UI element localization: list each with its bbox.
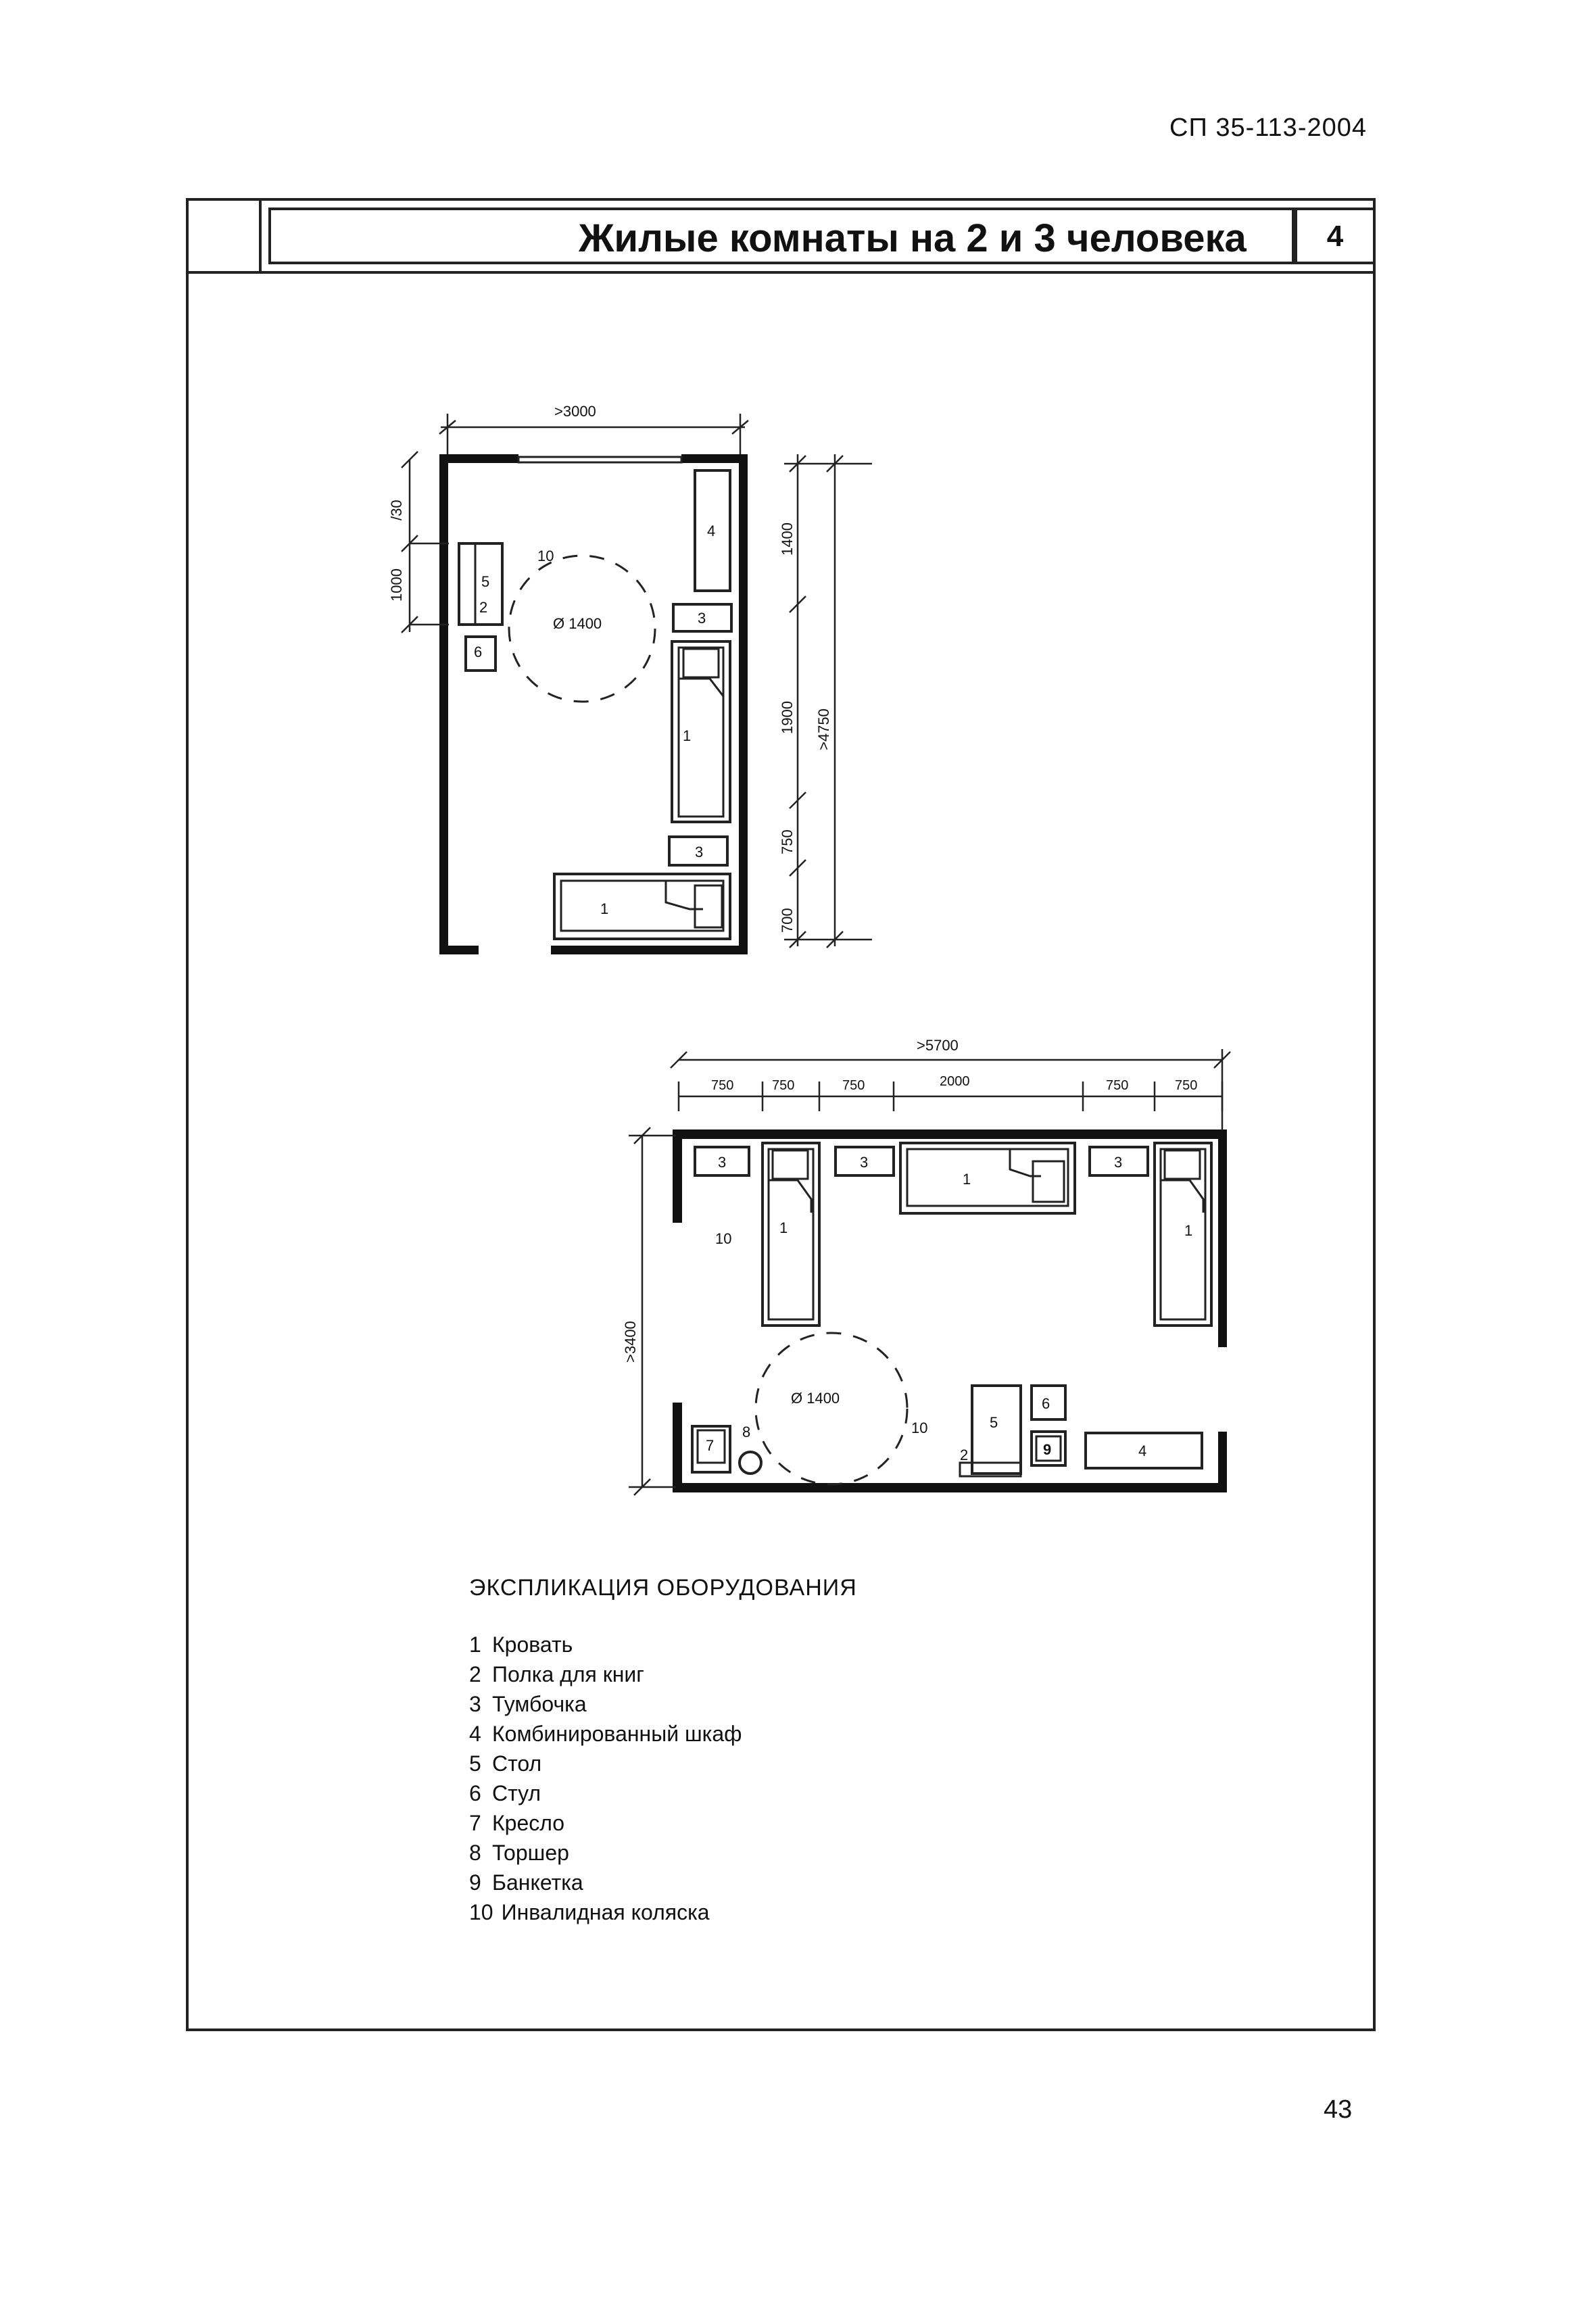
dimension-label: 750 <box>772 1078 795 1093</box>
bed-blanket-fold <box>1010 1149 1041 1176</box>
dimension-label: >5700 <box>917 1037 959 1054</box>
wheelchair-label: 10 <box>911 1419 928 1436</box>
bed <box>672 641 730 822</box>
dimension-label: 750 <box>1175 1078 1198 1093</box>
legend-item-number: 3 <box>469 1692 481 1716</box>
legend-item <box>469 1749 857 1778</box>
legend-item <box>469 1838 857 1868</box>
chair-label: 6 <box>1042 1395 1050 1412</box>
legend-item-label: Кровать <box>492 1632 573 1657</box>
bed-blanket-fold <box>769 1180 811 1213</box>
bed-label: 1 <box>779 1219 788 1236</box>
armchair-label: 7 <box>706 1437 715 1454</box>
circle-diameter-label: Ø 1400 <box>553 615 602 632</box>
legend-item-number: 6 <box>469 1781 481 1805</box>
legend-item-label: Кресло <box>492 1811 565 1835</box>
bed-blanket-fold <box>679 679 723 710</box>
dimension-label: /30 <box>388 500 405 520</box>
bed-mattress <box>1161 1149 1205 1319</box>
wall-segment <box>439 946 479 954</box>
legend-item-label: Банкетка <box>492 1870 583 1895</box>
nightstand-label: 3 <box>698 610 706 627</box>
circle-diameter-label: Ø 1400 <box>791 1390 840 1407</box>
legend-item-label: Стул <box>492 1781 541 1805</box>
legend-item <box>469 1808 857 1838</box>
chair-label: 6 <box>474 643 483 660</box>
wall-segment <box>673 1129 682 1223</box>
legend-item-label: Тумбочка <box>492 1692 587 1716</box>
dimension-label: >3400 <box>622 1321 639 1363</box>
bed-label: 1 <box>683 727 692 744</box>
wall-segment <box>439 454 518 463</box>
legend-item <box>469 1868 857 1897</box>
page-title: Жилые комнаты на 2 и 3 человека <box>579 216 1247 260</box>
legend-item-label: Полка для книг <box>492 1662 644 1686</box>
legend-item <box>469 1778 857 1808</box>
dimension-label: >4750 <box>815 708 832 750</box>
legend-item <box>469 1719 857 1749</box>
bed-pillow <box>773 1150 808 1179</box>
dimension-label: >3000 <box>554 403 596 420</box>
bed-label: 1 <box>963 1171 971 1188</box>
dimension-label: 750 <box>1106 1078 1129 1093</box>
floor-lamp <box>740 1452 761 1474</box>
dimension-label: 750 <box>711 1078 734 1093</box>
bed-mattress <box>769 1149 813 1319</box>
page-number: 43 <box>1324 2095 1353 2124</box>
window <box>518 457 681 462</box>
nightstand-label: 3 <box>1114 1154 1123 1171</box>
wheelchair-label: 10 <box>715 1230 732 1247</box>
legend-title: ЭКСПЛИКАЦИЯ ОБОРУДОВАНИЯ <box>469 1575 857 1601</box>
dimension-label: 750 <box>842 1078 865 1093</box>
desk-label: 5 <box>481 573 490 590</box>
wardrobe-label: 4 <box>1138 1442 1147 1459</box>
bench-label: 9 <box>1043 1441 1052 1458</box>
bed-label: 1 <box>600 900 609 917</box>
legend-item-number: 1 <box>469 1632 481 1657</box>
wall-segment <box>739 454 748 954</box>
legend-item <box>469 1659 857 1689</box>
legend-item-number: 2 <box>469 1662 481 1686</box>
wall-segment <box>439 454 448 954</box>
bed-pillow <box>1165 1150 1200 1179</box>
wall-segment <box>551 946 748 954</box>
legend-item-number: 7 <box>469 1811 481 1835</box>
legend-item-number: 4 <box>469 1722 481 1746</box>
desk-label: 5 <box>990 1414 998 1431</box>
legend-item <box>469 1689 857 1719</box>
dimension-label: 750 <box>779 829 796 854</box>
legend-item-number: 9 <box>469 1870 481 1895</box>
bed-label: 1 <box>1184 1222 1193 1239</box>
document-code: СП 35-113-2004 <box>1169 114 1368 142</box>
wheelchair-label: 10 <box>537 548 554 564</box>
wall-segment <box>1218 1432 1227 1492</box>
wall-segment <box>673 1129 1227 1139</box>
wheelchair-turning-circle <box>756 1333 907 1484</box>
dimension-label: 1400 <box>779 522 796 556</box>
legend-item-label: Стол <box>492 1751 542 1776</box>
legend-list <box>469 1630 857 1927</box>
nightstand-label: 3 <box>718 1154 727 1171</box>
bed-mattress <box>561 881 723 931</box>
dimension-label: 700 <box>779 908 796 933</box>
bed <box>763 1143 819 1326</box>
wall-segment <box>673 1403 682 1492</box>
shelf-label: 2 <box>479 599 488 616</box>
bed-pillow <box>683 649 719 677</box>
legend-item-label: Комбинированный шкаф <box>492 1722 742 1746</box>
plan-two-person <box>388 403 872 954</box>
bed-blanket-fold <box>1161 1180 1203 1213</box>
wall-segment <box>673 1483 1227 1492</box>
dimension-label: 1000 <box>388 568 405 602</box>
legend-item <box>469 1630 857 1659</box>
legend-item <box>469 1897 857 1927</box>
legend-item-label: Торшер <box>492 1841 569 1865</box>
legend-item-number: 10 <box>469 1900 493 1924</box>
equipment-legend <box>469 1575 857 1927</box>
dimension-label: 2000 <box>940 1074 970 1089</box>
bed-pillow <box>695 885 722 927</box>
bed-mattress <box>907 1149 1068 1206</box>
shelf-label: 2 <box>960 1447 969 1463</box>
bed <box>554 874 730 939</box>
legend-item-label: Инвалидная коляска <box>501 1900 710 1924</box>
nightstand-label: 3 <box>860 1154 869 1171</box>
wardrobe-label: 4 <box>707 522 716 539</box>
wall-segment <box>1218 1129 1227 1347</box>
bed-pillow <box>1033 1161 1064 1202</box>
legend-item-number: 5 <box>469 1751 481 1776</box>
plan-three-person <box>622 1037 1230 1495</box>
legend-item-number: 8 <box>469 1841 481 1865</box>
section-number: 4 <box>1326 220 1344 253</box>
dimension-label: 1900 <box>779 701 796 734</box>
wall-segment <box>681 454 748 463</box>
bed <box>1155 1143 1211 1326</box>
nightstand-label: 3 <box>695 844 704 860</box>
floor-lamp-label: 8 <box>742 1424 751 1440</box>
